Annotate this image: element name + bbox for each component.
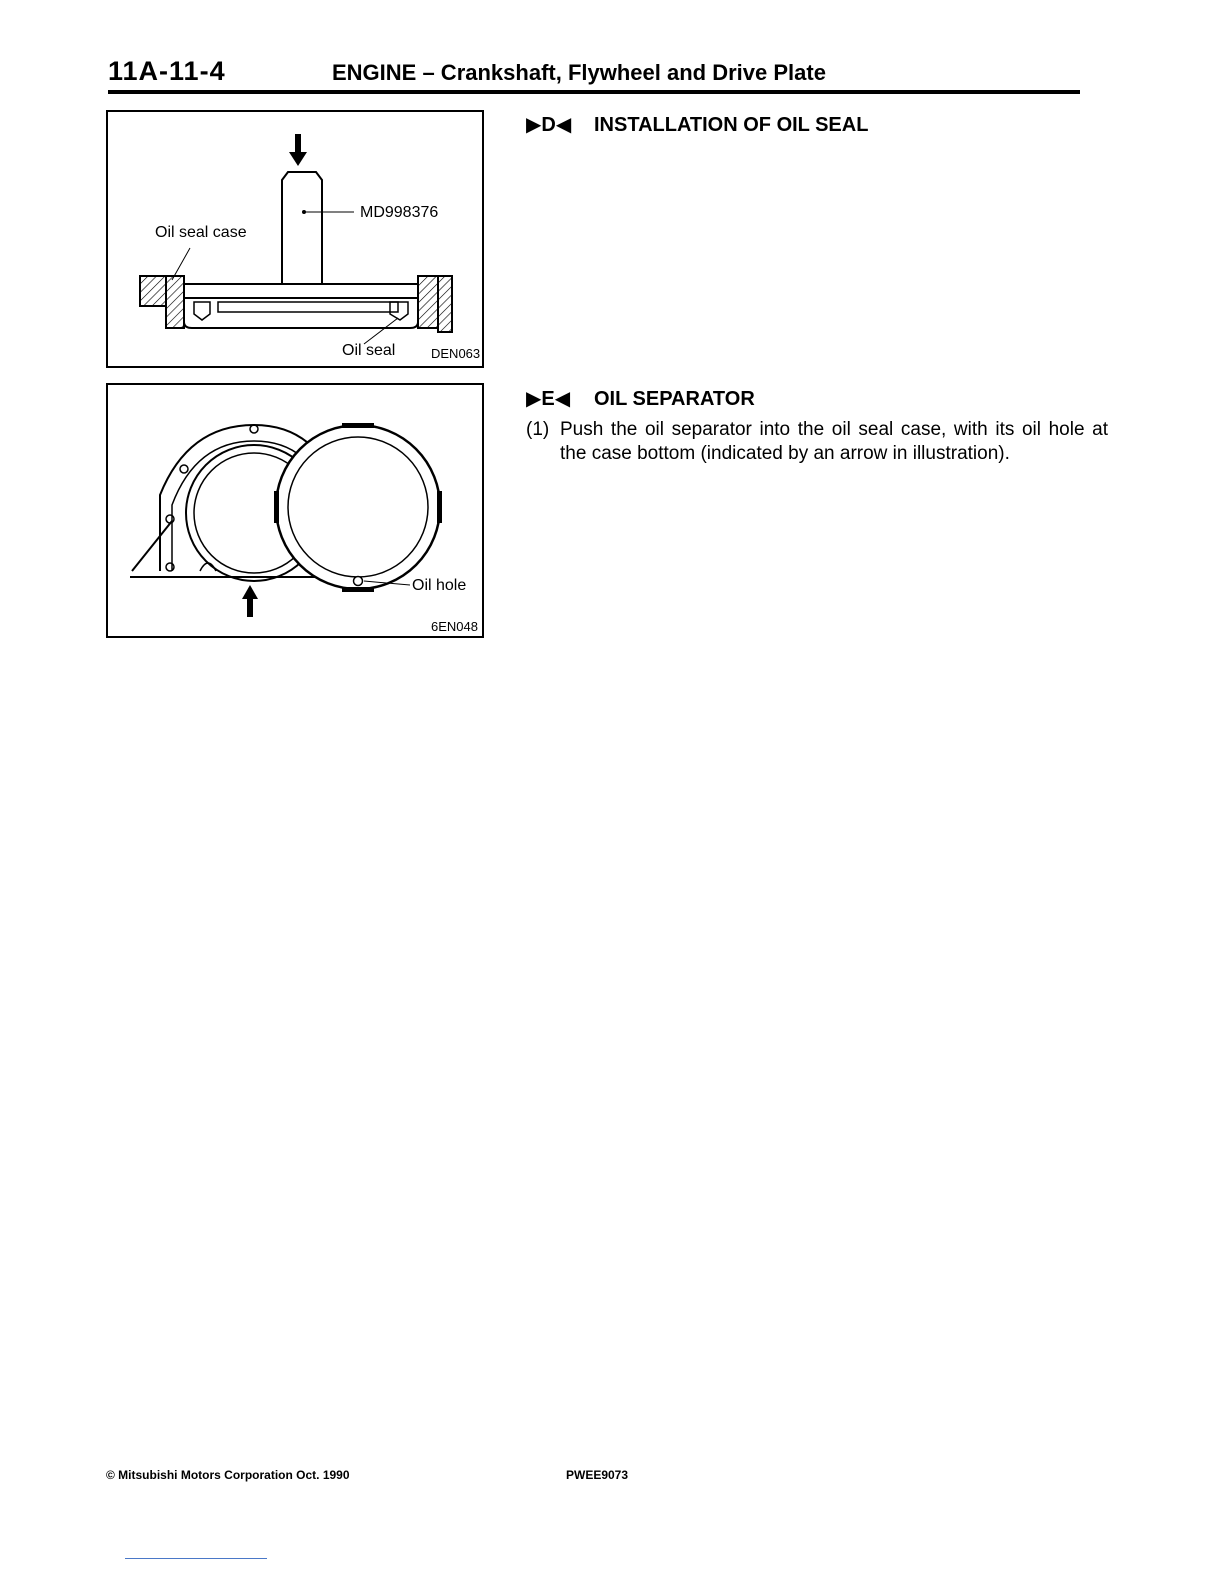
push-up-arrow-icon [242, 585, 258, 617]
section-heading-oil-separator [526, 386, 755, 411]
oil-separator-diagram [108, 385, 482, 636]
oil-hole-label: Oil hole [412, 577, 467, 594]
oil-seal-installation-figure [106, 110, 484, 368]
oil-seal-label: Oil seal [342, 342, 396, 359]
oil-seal-case-label: Oil seal case [155, 224, 247, 241]
section-title: INSTALLATION OF OIL SEAL [594, 114, 869, 136]
section-marker: ▶D◀ [526, 114, 572, 136]
document-code: PWEE9073 [566, 1468, 629, 1482]
page-title: ENGINE – Crankshaft, Flywheel and Drive Plate [332, 60, 826, 85]
section-heading-oil-seal [526, 112, 868, 137]
figure-code: 6EN048 [431, 619, 478, 634]
figure-code: DEN063 [431, 346, 481, 361]
section-title: OIL SEPARATOR [594, 388, 755, 410]
step-list [526, 418, 1108, 466]
step-number: (1) [526, 419, 550, 440]
header-divider [108, 90, 1080, 94]
tool-label: MD998376 [360, 204, 439, 221]
bottom-divider [125, 1558, 267, 1559]
oil-separator-figure [106, 383, 484, 638]
section-marker: ▶E◀ [526, 388, 571, 410]
page-number: 11A-11-4 [108, 56, 226, 86]
step-text: Push the oil separator into the oil seal case, with its oil hole at the case bottom (indicated by an arrow in illustration). [560, 419, 1108, 464]
push-down-arrow-icon [289, 134, 307, 166]
copyright: © Mitsubishi Motors Corporation Oct. 1990 [106, 1468, 350, 1482]
